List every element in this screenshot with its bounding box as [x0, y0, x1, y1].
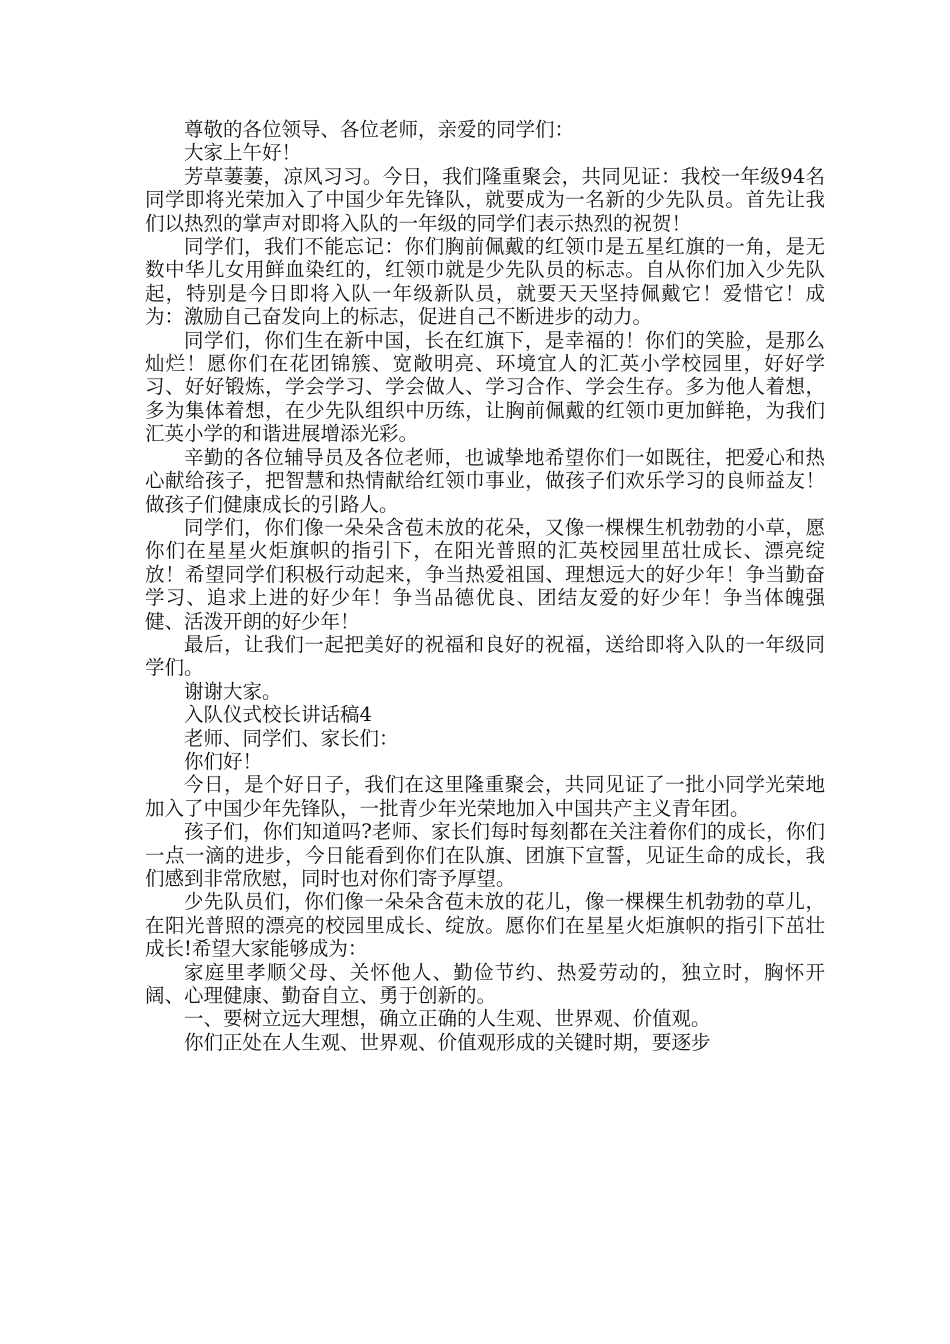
paragraph: 今日，是个好日子，我们在这里隆重聚会，共同见证了一批小同学光荣地加入了中国少年先锋队，一批青少年光荣地加入中国共产主义青年团。 — [145, 773, 825, 820]
paragraph: 同学们，你们像一朵朵含苞未放的花朵，又像一棵棵生机勃勃的小草，愿你们在星星火炬旗帜的指引下，在阳光普照的汇英校园里茁壮成长、漂亮绽放！希望同学们积极行动起来，争当热爱祖国、理想远大的好少年！争当勤奋学习、追求上进的好少年！争当品德优良、团结友爱的好少年！争当体魄强健、活泼开朗的好少年！ — [145, 515, 825, 633]
closing: 谢谢大家。 — [184, 679, 282, 703]
salutation: 老师、同学们、家长们： — [184, 726, 399, 750]
paragraph: 少先队员们，你们像一朵朵含苞未放的花儿，像一棵棵生机勃勃的草儿，在阳光普照的漂亮的校园里成长、绽放。愿你们在星星火炬旗帜的指引下茁壮成长!希望大家能够成为： — [145, 890, 825, 961]
paragraph: 最后，让我们一起把美好的祝福和良好的祝福，送给即将入队的一年级同学们。 — [145, 632, 825, 680]
list-heading: 一、要树立远大理想，确立正确的人生观、世界观、价值观。 — [184, 1007, 711, 1031]
paragraph: 你们正处在人生观、世界观、价值观形成的关键时期，要逐步 — [184, 1030, 711, 1054]
greeting: 你们好！ — [184, 749, 263, 773]
section-title: 入队仪式校长讲话稿4 — [184, 703, 372, 727]
paragraph: 辛勤的各位辅导员及各位老师，也诚挚地希望你们一如既往，把爱心和热心献给孩子，把智慧和热情献给红领巾事业，做孩子们欢乐学习的良师益友！做孩子们健康成长的引路人。 — [145, 445, 825, 516]
paragraph: 芳草萋萋，凉风习习。今日，我们隆重聚会，共同见证：我校一年级94名同学即将光荣加入了中国少年先锋队，就要成为一名新的少先队员。首先让我们以热烈的掌声对即将入队的一年级的同学们表示热烈的祝贺！ — [145, 164, 825, 235]
greeting: 大家上午好！ — [184, 141, 302, 165]
salutation: 尊敬的各位领导、各位老师，亲爱的同学们： — [184, 118, 575, 141]
paragraph: 家庭里孝顺父母、关怀他人、勤俭节约、热爱劳动的，独立时，胸怀开阔、心理健康、勤奋自立、勇于创新的。 — [145, 960, 825, 1008]
paragraph: 孩子们，你们知道吗?老师、家长们每时每刻都在关注着你们的成长，你们一点一滴的进步，今日能看到你们在队旗、团旗下宣誓，见证生命的成长，我们感到非常欣慰，同时也对你们寄予厚望。 — [145, 820, 825, 890]
paragraph: 同学们，我们不能忘记：你们胸前佩戴的红领巾是五星红旗的一角，是无数中华儿女用鲜血染红的，红领巾就是少先队员的标志。自从你们加入少先队起，特别是今日即将入队一年级新队员，就要天天坚持佩戴它！爱惜它！成为：激励自己奋发向上的标志，促进自己不断进步的动力。 — [145, 235, 825, 329]
paragraph: 同学们，你们生在新中国，长在红旗下，是幸福的！你们的笑脸，是那么灿烂！愿你们在花团锦簇、宽敞明亮、环境宜人的汇英小学校园里，好好学习、好好锻炼，学会学习、学会做人、学习合作、学会生存。多为他人着想，多为集体着想，在少先队组织中历练，让胸前佩戴的红领巾更加鲜艳，为我们汇英小学的和谐进展增添光彩。 — [145, 328, 825, 446]
document-body — [145, 118, 825, 1054]
